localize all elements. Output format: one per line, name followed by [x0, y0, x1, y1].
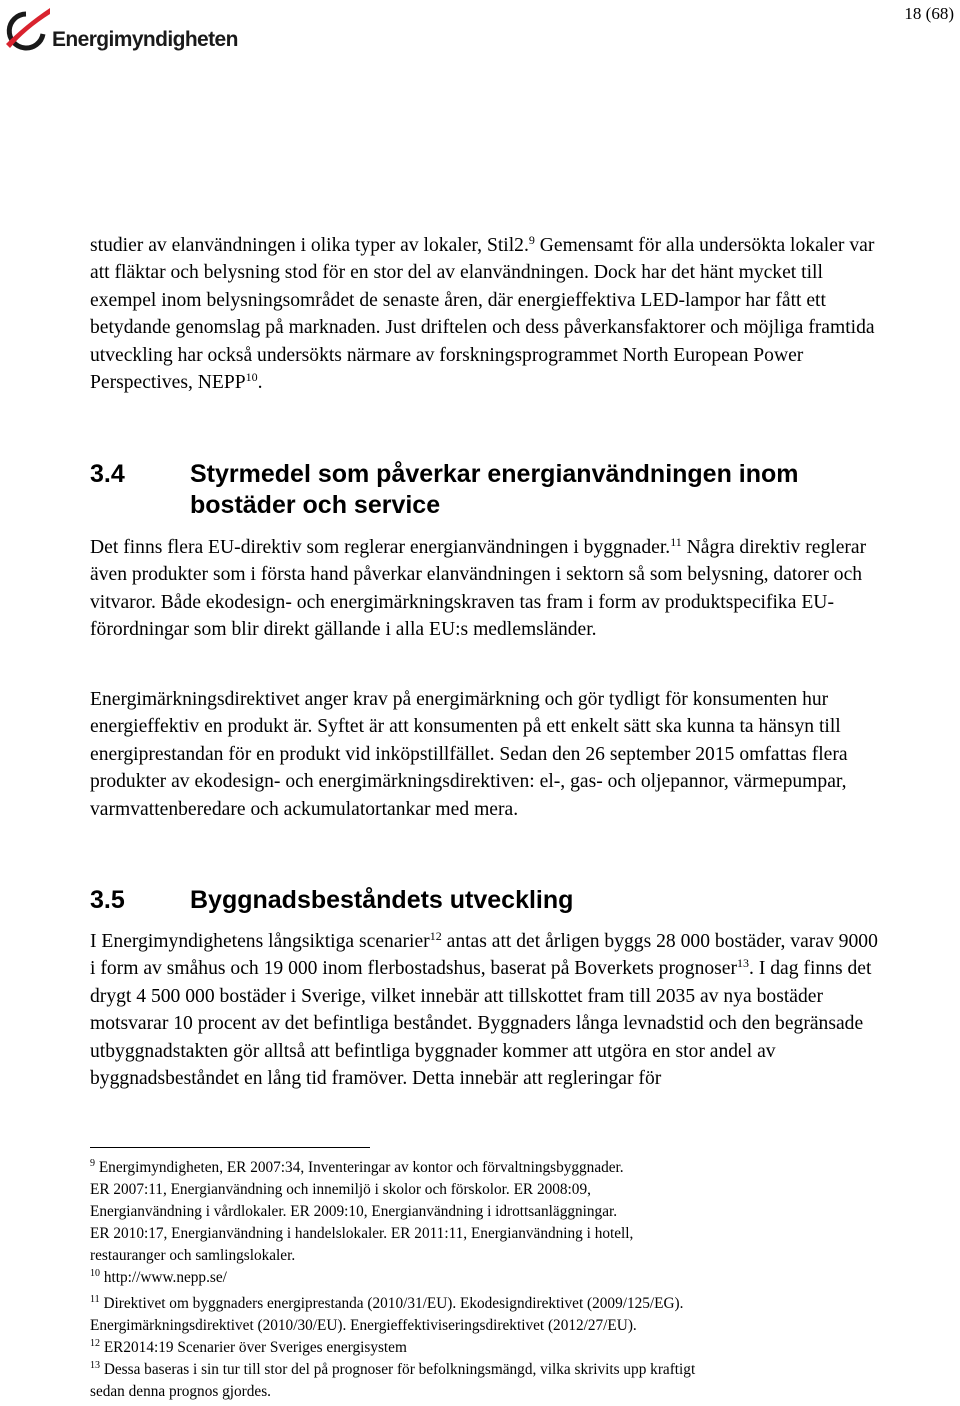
energimyndigheten-logo — [0, 2, 245, 58]
footnote-9: $^9$ Energimyndigheten, ER 2007:34, Inventeringar av kontor och förvaltningsbyggnader. ER 2007:11, Energianvändning och innemiljö i skolor och förskolor. ER 2008:09, Energianvändning i vårdlokaler. ER 2009:10, Energianvändning i idrottsanläggningar. ER 2010:17, Energianvändning i handelslokaler. ER 2011:11, Energianvändning i hotell, restauranger och samlingslokaler. — [90, 1158, 634, 1264]
footnote-ref-11: 11 — [670, 535, 682, 549]
footnote-ref-12: 12 — [429, 929, 442, 943]
logo-mark-icon — [4, 4, 50, 56]
footnote-10: $^{10}$ http://www.nepp.se/ — [90, 1268, 227, 1286]
section-title: Styrmedel som påverkar energianvändningen inom bostäder och service — [190, 460, 799, 519]
footnote-11: $^{11}$ Direktivet om byggnaders energiprestanda (2010/31/EU). Ekodesigndirektivet (2009/125/EG). Energimärkningsdirektivet (2010/30/EU). Energieffektiviseringsdirektivet (2012/27/EU). — [90, 1294, 684, 1334]
page-number: 18 (68) — [904, 4, 954, 23]
footnote-12: $^{12}$ ER2014:19 Scenarier över Sveriges energisystem — [90, 1338, 407, 1356]
intro-paragraph: studier av elanvändningen i olika typer av lokaler, Stil2.$^9$ Gemensamt för alla undersökta lokaler var att fläktar och belysning stod för en stor del av elanvändningen. Dock har det hänt mycket till exempel inom belysningsområdet de senaste åren, där energieffektiva LED-lampor har fått ett betydande genomslag på marknaden. Just driftelen och dess påverkansfaktorer och möjliga framtida utveckling har också undersökts närmare av forskningsprogrammet North European Power Perspectives, NEPP$^{10}$. — [90, 233, 875, 394]
section-number: 3.4 — [90, 460, 125, 488]
section-title: Byggnadsbeståndets utveckling — [190, 886, 574, 914]
section-3-4-paragraph-2: Energimärkningsdirektivet anger krav på energimärkning och gör tydligt för konsumenten hur energieffektiv en produkt är. Syftet är att konsumenten på ett enkelt sätt ska kunna ta hänsyn till energiprestandan för en produkt vid inköpstillfället. Sedan den 26 september 2015 omfattas flera produkter av ekodesign- och energimärkningsdirektiven: el-, gas- och oljepannor, värmepumpar, varmvattenberedare och ackumulatortankar med mera. — [90, 689, 848, 820]
section-3-5-paragraph-1: I Energimyndighetens långsiktiga scenarier$^{12}$ antas att det årligen byggs 28 000 bostäder, varav 9000 i form av småhus och 19 000 inom flerbostadshus, baserat på Boverkets prognoser$^{13}$. I dag finns det drygt 4 500 000 bostäder i Sverige, vilket innebär att tillskottet fram till 2035 av nya bostäder motsvarar 10 procent av det befintliga beståndet. Byggnaders långa levnadstid och den begränsade utbyggnadstakten gör alltså att befintliga byggnader kommer att utgöra en stor andel av byggnadsbeståndet en lång tid framöver. Detta innebär att regleringar för — [90, 929, 878, 1090]
footnote-link[interactable]: http://www.nepp.se/ — [103, 1269, 227, 1286]
footnote-ref-10: 10 — [245, 370, 258, 385]
section-number: 3.5 — [90, 886, 125, 914]
footnote-13: $^{13}$ Dessa baseras i sin tur till stor del på prognoser för befolkningsmängd, vilka skrivits upp kraftigt sedan denna prognos gjordes. — [90, 1360, 696, 1400]
footnote-ref-9: 9 — [528, 233, 535, 247]
section-3-4-paragraph-1: Det finns flera EU-direktiv som reglerar energianvändningen i byggnader.$^{11}$ Några direktiv reglerar även produkter som i första hand påverkar elanvändningen i sektorn så som belysning, datorer och vitvaror. Både ekodesign- och energimärkningskraven tas fram i form av produktspecifika EU-förordningar som blir direkt gällande i alla EU:s medlemsländer. — [90, 535, 867, 641]
footnote-divider — [90, 1147, 370, 1148]
footnote-ref-13: 13 — [737, 956, 750, 971]
logo-wordmark: Energimyndigheten — [52, 28, 238, 51]
